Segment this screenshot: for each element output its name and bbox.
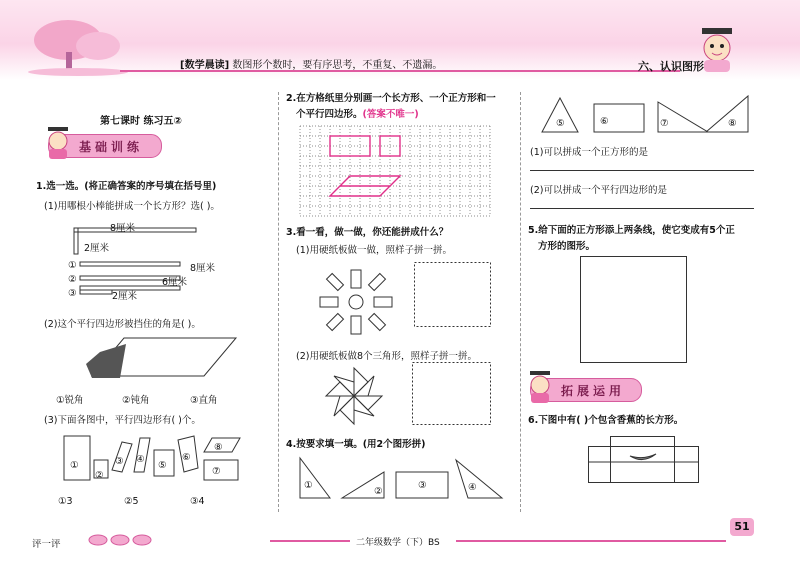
q1-opt2-length: 6厘米	[162, 277, 188, 288]
tree-illustration	[28, 18, 128, 74]
q4-answer-line-1[interactable]	[530, 170, 754, 171]
q1-shape-8: ⑧	[214, 442, 223, 453]
q1-shape-5: ⑤	[158, 460, 167, 471]
q3-part2: (2)用硬纸板做8个三角形，照样子拼一拼。	[296, 351, 478, 362]
stick-side-length: 2厘米	[84, 243, 110, 254]
q1-title: 1.选一选。(将正确答案的序号填在括号里)	[36, 181, 217, 192]
q1-opt3-length: 2厘米	[112, 291, 138, 302]
q4-shape-3: ③	[418, 480, 427, 491]
q1-part1-text: (1)用哪根小棒能拼成一个长方形？选(	[44, 201, 204, 212]
q1-shape-3: ③	[115, 456, 124, 467]
q4-shape-7: ⑦	[660, 118, 669, 129]
q2-title-2	[296, 106, 419, 120]
q1-part2: (2)这个平行四边形被挡住的角是( )。	[44, 319, 201, 330]
q1-part3: (3)下面各图中，平行四边形有( )个。	[44, 415, 201, 426]
tip-text: 数图形个数时，要有序思考，不重复、不遗漏。	[232, 60, 443, 71]
q1-shape-2: ②	[95, 470, 104, 481]
q4-shape-4: ④	[468, 482, 477, 493]
q1-opt1: ①	[68, 260, 77, 271]
student-icon	[43, 127, 73, 161]
q1-choice3-3: ③4	[190, 496, 205, 507]
q1-shape-6: ⑥	[182, 452, 191, 463]
reading-tip	[180, 56, 442, 71]
section-ext-label: 拓展运用	[561, 383, 626, 398]
banana-rectangles	[588, 436, 700, 484]
sticks-diagram	[60, 216, 260, 306]
column-divider-1	[278, 92, 279, 512]
rating-icons	[88, 530, 154, 546]
q4-line2: (2)可以拼成一个平行四边形的是	[530, 185, 667, 196]
q1-opt3: ③	[68, 288, 77, 299]
draw-box-1	[414, 262, 492, 328]
q1-shape-7: ⑦	[212, 466, 221, 477]
column-divider-2	[520, 92, 521, 512]
q1-choice-2: ②钝角	[122, 395, 150, 406]
q4-line1: (1)可以拼成一个正方形的是	[530, 147, 648, 158]
student-icon-2	[525, 371, 555, 405]
page-number: 51	[730, 518, 754, 536]
q3-part1: (1)用硬纸板做一做，照样子拼一拼。	[296, 245, 452, 256]
q4-shape-2: ②	[374, 486, 383, 497]
square-grid	[300, 126, 490, 216]
q1-part1-end: )。	[206, 201, 220, 212]
q6-title: 6.下图中有( )个包含香蕉的长方形。	[528, 415, 684, 426]
banana-icon	[630, 454, 656, 460]
book-name: 二年级数学（下）BS	[356, 538, 440, 548]
section-ext-badge	[530, 378, 642, 402]
q4-title: 4.按要求填一填。(用2个图形拼)	[286, 439, 426, 450]
q1-choice-3: ③直角	[190, 395, 218, 406]
section-basic-label: 基础训练	[79, 139, 144, 154]
q4-shape-6: ⑥	[600, 116, 609, 127]
section-basic-badge	[48, 134, 162, 158]
footer-rule-right	[456, 540, 726, 542]
q4-shape-1: ①	[304, 480, 313, 491]
pinwheel-pattern	[324, 366, 384, 426]
q3-title: 3.看一看，做一做，你还能拼成什么？	[286, 227, 449, 238]
shapes-set-q4-bottom	[296, 456, 506, 500]
q1-part1	[44, 198, 220, 212]
q5-title: 5.给下面的正方形添上两条线，使它变成有5个正	[528, 225, 735, 236]
shapes-set-q4-top	[538, 94, 758, 138]
lesson-title: 第七课时 练习五②	[100, 116, 182, 127]
q5-title-2: 方形的图形。	[538, 241, 596, 252]
draw-box-2	[412, 362, 492, 426]
q2-title-2-text: 个平行四边形。	[296, 109, 363, 120]
q1-choice3-2: ②5	[124, 496, 139, 507]
tip-tag: [数学晨读]	[180, 60, 230, 71]
q5-square	[580, 256, 688, 364]
q1-shape-1: ①	[70, 460, 79, 471]
drawn-parallelogram	[330, 176, 400, 196]
evaluate-label: 评一评	[32, 539, 61, 550]
q1-choice3-1: ①3	[58, 496, 73, 507]
q1-opt1-length: 8厘米	[190, 263, 216, 274]
q1-choice-1: ①锐角	[56, 395, 84, 406]
q4-shape-5: ⑤	[556, 118, 565, 129]
q4-answer-line-2[interactable]	[530, 208, 754, 209]
q1-opt2: ②	[68, 274, 77, 285]
chapter-title: 六、认识图形	[638, 60, 704, 73]
footer-rule-left	[270, 540, 350, 542]
q2-title: 2.在方格纸里分别画一个长方形、一个正方形和一	[286, 93, 496, 104]
q4-shape-8: ⑧	[728, 118, 737, 129]
stick-top-length: 8厘米	[110, 223, 136, 234]
sun-pattern	[318, 266, 394, 340]
q2-answer-note: (答案不唯一)	[362, 109, 419, 120]
q1-shape-4: ④	[136, 454, 145, 465]
hidden-angle-parallelogram	[86, 334, 246, 380]
